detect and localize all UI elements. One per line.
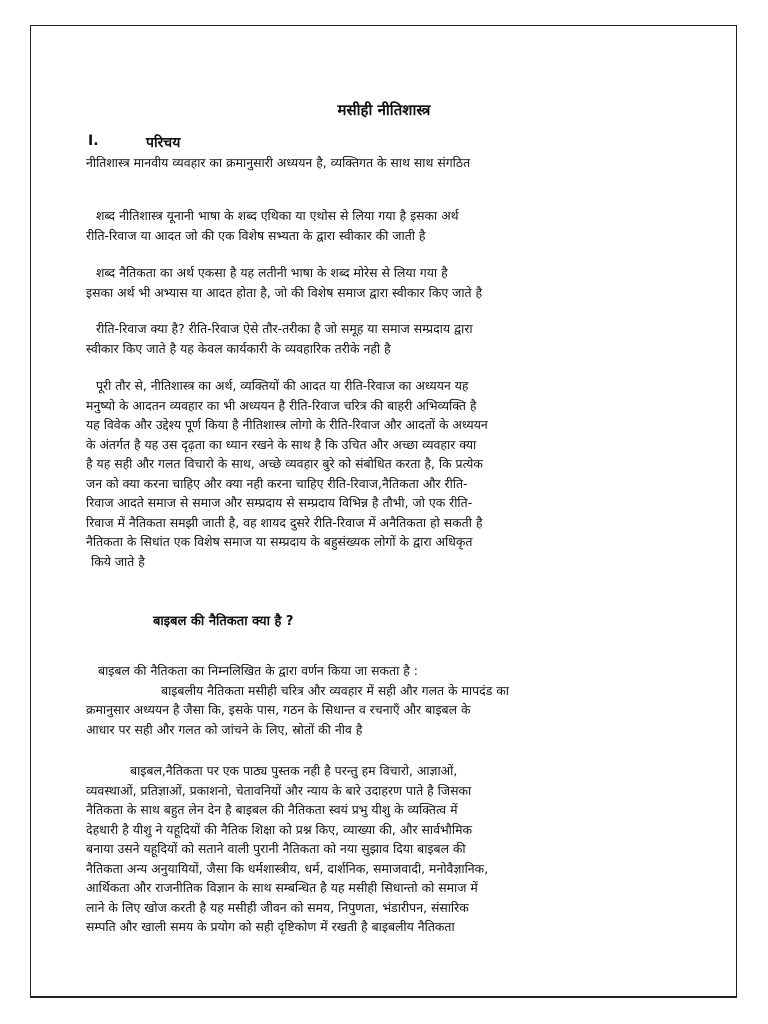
paragraph-line: आधार पर सही और गलत को जांचने के लिए, स्रोतों की नीव है <box>86 721 363 737</box>
paragraph-line: रिवाज आदते समाज से समाज और सम्प्रदाय से सम्प्रदाय विभिन्न है तौभी, जो एक रीति- <box>86 495 473 510</box>
paragraph-line: नैतिकता अन्य अनुयायियों, जैसा कि धर्मशास्त्रीय, धर्म, दार्शनिक, समाजवादी, मनोवैज्ञानिक, <box>86 860 489 876</box>
intro-line: नीतिशास्त्र मानवीय व्यवहार का क्रमानुसारी अध्ययन है, व्यक्तिगत के साथ साथ संगठित <box>86 155 471 170</box>
paragraph-line: क्रमानुसार अध्ययन है जैसा कि, इसके पास, गठन के सिधान्त व रचनाएँ और बाइबल के <box>86 702 471 717</box>
paragraph-line: के अंतर्गत है यह उस दृढ़ता का ध्यान रखने के साथ है कि उचित और अच्छा व्यवहार क्या <box>86 436 477 452</box>
paragraph-line: इसका अर्थ भी अभ्यास या आदत होता है, जो की विशेष समाज द्वारा स्वीकार किए जाते है <box>86 284 483 300</box>
section-number: I. <box>88 133 99 149</box>
paragraph-line: रिवाज में नैतिकता समझी जाती है, वह शायद दुसरे रीति-रिवाज में अनैतिकता हो सकती है <box>86 514 483 530</box>
paragraph-line: रीति-रिवाज क्या है? रीति-रिवाज ऐसे तौर-तरीका है जो समूह या समाज सम्प्रदाय द्वारा <box>96 321 473 336</box>
paragraph-ethics-meaning <box>86 376 686 571</box>
paragraph-line: किये जाते है <box>91 553 145 569</box>
section-heading-introduction: परिचय <box>146 135 181 151</box>
paragraph-bible-not-textbook <box>86 761 686 937</box>
paragraph-line: मनुष्यो के आदतन व्यवहार का भी अध्ययन है रीति-रिवाज चरित्र की बाहरी अभिव्यक्ति है <box>86 397 477 413</box>
paragraph-line: लाने के लिए खोज करती है यह मसीही जीवन को समय, निपुणता, भंडारीपन, संसारिक <box>86 899 469 915</box>
paragraph-line: शब्द नैतिकता का अर्थ एकसा है यह लतीनी भाषा के शब्द मोरेस से लिया गया है <box>96 265 448 280</box>
paragraph-line: आर्थिकता और राजनीतिक विज्ञान के साथ सम्बन्धित है यह मसीही सिधान्तो को समाज में <box>86 880 478 895</box>
document-title: मसीही नीतिशास्त्र <box>337 101 431 119</box>
paragraph-customs <box>86 319 686 358</box>
paragraph-line: बाइबलीय नैतिकता मसीही चरित्र और व्यवहार में सही और गलत के मापदंड का <box>161 682 509 698</box>
paragraph-line: सम्पति और खाली समय के प्रयोग को सही दृष्टिकोण में रखती है बाइबलीय नैतिकता <box>86 919 455 934</box>
section-heading-biblical-ethics: बाइबल की नैतिकता क्या है ? <box>153 614 294 629</box>
paragraph-line: रीति-रिवाज या आदत जो की एक विशेष सभ्यता के द्वारा स्वीकार की जाती है <box>86 227 426 243</box>
paragraph-line: बनाया उसने यहूदियों को सताने वाली पुरानी नैतिकता को नया सुझाव दिया बाइबल की <box>86 841 466 856</box>
paragraph-line: देहधारी है यीशु ने यहूदियों की नैतिक शिक्षा को प्रश्न किए, व्याख्या की, और सार्वभौमिक <box>86 821 473 837</box>
paragraph-ethics-origin <box>86 206 686 245</box>
paragraph-line: जन को क्या करना चाहिए और क्या नही करना चाहिए रीति-रिवाज,नैतिकता और रीति- <box>86 475 468 491</box>
intro-paragraph <box>86 153 686 173</box>
paragraph-line: यह विवेक और उद्देश्य पूर्ण किया है नीतिशास्त्र लोगो के रीति-रिवाज और आदतों के अध्ययन <box>86 417 488 432</box>
paragraph-line: बाइबल की नैतिकता का निम्नलिखित के द्वारा वर्णन किया जा सकता है : <box>98 663 418 678</box>
paragraph-line: पूरी तौर से, नीतिशास्त्र का अर्थ, व्यक्तियों की आदत या रीति-रिवाज का अध्ययन यह <box>96 378 469 393</box>
paragraph-line: व्यवस्थाओं, प्रतिज्ञाओं, प्रकाशनो, चेतावनियों और न्याय के बारे उदाहरण पाते है जिसका <box>86 782 472 798</box>
paragraph-line: शब्द नीतिशास्त्र यूनानी भाषा के शब्द एथिका या एथोस से लिया गया है इसका अर्थ <box>96 208 459 223</box>
paragraph-morality-origin <box>86 263 686 302</box>
paragraph-line: है यह सही और गलत विचारो के साथ, अच्छे व्यवहार बुरे को संबोधित करता है, कि प्रत्येक <box>86 456 483 471</box>
paragraph-line: बाइबल,नैतिकता पर एक पाठ्य पुस्तक नही है परन्तु हम विचारो, आज्ञाओं, <box>130 763 458 778</box>
paragraph-line: स्वीकार किए जाते है यह केवल कार्यकारी के व्यवहारिक तरीके नही है <box>86 340 391 356</box>
paragraph-line: नैतिकता के साथ बहुत लेन देन है बाइबल की नैतिकता स्वयं प्रभु यीशु के व्यक्तित्व में <box>86 802 458 817</box>
paragraph-biblical-definition <box>86 661 686 739</box>
paragraph-line: नैतिकता के सिधांत एक विशेष समाज या सम्प्रदाय के बहुसंख्यक लोगों के द्वारा अधिकृत <box>86 534 473 549</box>
